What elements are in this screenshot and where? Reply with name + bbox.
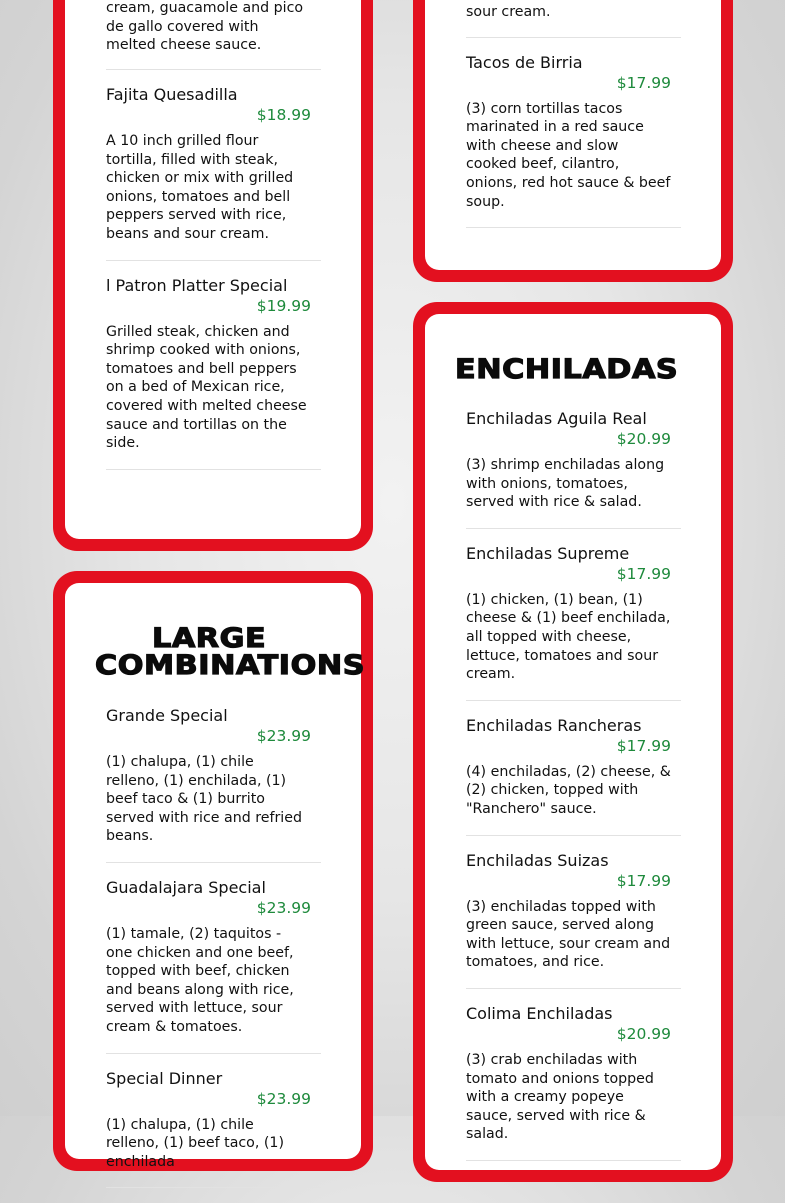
large-combinations-card (53, 571, 373, 1171)
item-price: $23.99 (256, 727, 311, 745)
menu-item (106, 85, 321, 261)
item-price: $23.99 (256, 1089, 311, 1108)
item-description: (3) shrimp enchiladas along with onions, tomatoes, served with rice & salad. (466, 457, 665, 511)
item-name: Enchiladas Suizas (466, 850, 609, 870)
large-combinations-card-body (65, 583, 366, 1170)
item-price: $17.99 (616, 871, 671, 890)
item-price: $23.99 (256, 898, 311, 917)
item-name: Enchiladas Supreme (466, 543, 630, 563)
item-price: $20.99 (616, 1024, 671, 1043)
item-name: Enchiladas Aguila Real (466, 409, 647, 428)
tacos-item-list (466, 3, 681, 243)
item-description: (3) crab enchiladas with tomato and onions topped with a creamy popeye sauce, served with rice & salad. (466, 1051, 654, 1143)
enchiladas-card (413, 302, 733, 1182)
item-name: l Patron Platter Special (106, 275, 288, 295)
item-price: $18.99 (256, 105, 311, 124)
fajitas-card (53, 0, 373, 551)
menu-item (466, 409, 681, 529)
item-price: $19.99 (256, 296, 311, 315)
menu-item (106, 276, 321, 470)
menu-item (466, 851, 681, 989)
item-price: $17.99 (616, 736, 671, 755)
item-description: (1) chalupa, (1) chile relleno, (1) enchilada, (1) beef taco & (1) burrito served with rice and refried beans. (106, 754, 302, 845)
item-name: Colima Enchiladas (466, 1003, 613, 1023)
item-name: Special Dinner (106, 1068, 223, 1088)
item-description: (3) enchiladas topped with green sauce, served along with lettuce, sour cream and tomatoes, and rice. (466, 898, 671, 971)
item-name: Grande Special (106, 706, 228, 725)
fajitas-card-body (65, 0, 361, 539)
item-name: Enchiladas Rancheras (466, 715, 642, 735)
menu-item (466, 53, 681, 229)
item-description: (1) tamale, (2) taquitos - one chicken and one beef, topped with beef, chicken and beans along with rice, served with lettuce, sour cream & tomatoes. (106, 925, 294, 1035)
menu-item (466, 3, 681, 38)
menu-item (106, 706, 321, 863)
item-description: (3) corn tortillas tacos marinated in a red sauce with cheese and slow cooked beef, cilantro, onions, red hot sauce & beef soup. (466, 100, 671, 210)
section-title-line-2: COMBINATIONS (95, 650, 366, 681)
enchiladas-card-body (425, 314, 721, 1170)
item-price: $17.99 (616, 73, 671, 92)
tacos-card-body (425, 0, 721, 270)
item-description: A 10 inch grilled flour tortilla, filled with steak, chicken or mix with grilled onions, tomatoes and bell peppers served with rice, beans and sour cream. (106, 132, 294, 242)
enchiladas-item-list (466, 409, 681, 1170)
item-description: sour cream. (466, 4, 551, 20)
menu-item (106, 878, 321, 1054)
item-description: Grilled steak, chicken and shrimp cooked with onions, tomatoes and bell peppers on a bed of Mexican rice, covered with melted cheese sauce and tortillas on the side. (106, 323, 307, 452)
menu-item (466, 1004, 681, 1161)
menu-item (466, 716, 681, 836)
item-description: (1) chicken, (1) bean, (1) cheese & (1) beef enchilada, all topped with cheese, lettuce, tomatoes and sour cream. (466, 591, 671, 683)
item-name: Fajita Quesadilla (106, 84, 238, 104)
item-description: (4) enchiladas, (2) cheese, & (2) chicken, topped with "Ranchero" sauce. (466, 763, 671, 817)
item-name: Tacos de Birria (466, 52, 583, 72)
menu-item (466, 544, 681, 701)
item-price: $20.99 (616, 430, 671, 448)
fajitas-item-list (106, 0, 321, 485)
large-combinations-item-list (106, 706, 321, 1203)
menu-item (106, 0, 321, 70)
item-name: Guadalajara Special (106, 877, 266, 897)
section-title: ENCHILADAS (455, 354, 679, 385)
item-description: cream, guacamole and pico de gallo covered with melted cheese sauce. (106, 0, 304, 54)
menu-item (106, 1069, 321, 1189)
section-title-line-1: LARGE (152, 623, 267, 654)
item-description: (1) chalupa, (1) chile relleno, (1) beef taco, (1) enchilada (106, 1116, 284, 1170)
item-price: $17.99 (616, 564, 671, 583)
tacos-card (413, 0, 733, 282)
